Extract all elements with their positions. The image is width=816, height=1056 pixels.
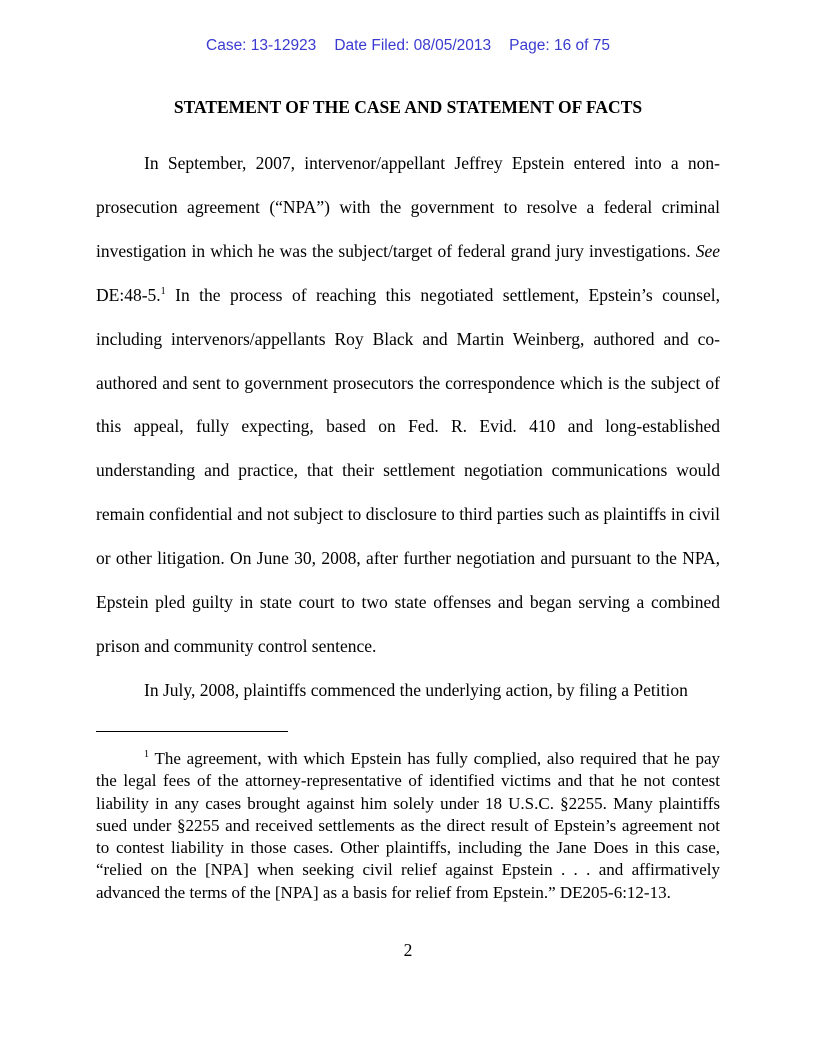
section-title: STATEMENT OF THE CASE AND STATEMENT OF FACTS	[173, 97, 643, 117]
filing-header	[0, 37, 816, 55]
footnote-ref: 1	[160, 285, 166, 297]
paragraph-1-text-a: In September, 2007, intervenor/appellant Jeffrey Epstein entered into a non-prosecution agreement (“NPA”) with the government to resolve a federal criminal investigation in which he was the subject/target of federal grand jury investigations.	[96, 153, 720, 261]
page-number: 2	[403, 940, 413, 960]
page-indicator: Page: 16 of 75	[509, 37, 610, 54]
paragraph-1-text-b: In the process of reaching this negotiated settlement, Epstein’s counsel, including intervenors/appellants Roy Black and Martin Weinberg, authored and co-authored and sent to government prosecutors the correspondence which is the subject of this appeal, fully expecting, based on Fed. R. Evid. 410 and long-established understanding and practice, that their settlement negotiation communications would remain confidential and not subject to disclosure to third parties such as plaintiffs in civil or other litigation. On June 30, 2008, after further negotiation and pursuant to the NPA, Epstein pled guilty in state court to two state offenses and began serving a combined prison and community control sentence.	[96, 284, 720, 656]
footnote-divider	[96, 731, 288, 732]
paragraph-2: In July, 2008, plaintiffs commenced the underlying action, by filing a Petition	[144, 679, 688, 700]
see-signal: See	[695, 240, 720, 261]
case-number: Case: 13-12923	[206, 37, 317, 54]
paragraph-1	[96, 142, 720, 669]
citation: DE:48-5.	[96, 284, 161, 305]
footnote-number: 1	[144, 749, 149, 760]
footnote	[96, 748, 720, 904]
footnote-text: The agreement, with which Epstein has fully complied, also required that he pay the legal fees of the attorney-representative of identified victims and that he not contest liability in any cases brought against him solely under 18 U.S.C. §2255. Many plaintiffs sued under §2255 and received settlements as the direct result of Epstein’s agreement not to contest liability in those cases. Other plaintiffs, including the Jane Does in this case, “relied on the [NPA] when seeking civil relief against Epstein . . . and affirmatively advanced the terms of the [NPA] as a basis for relief from Epstein.” DE205-6:12-13.	[96, 749, 720, 902]
body-text	[96, 142, 720, 713]
date-filed: Date Filed: 08/05/2013	[334, 37, 492, 54]
